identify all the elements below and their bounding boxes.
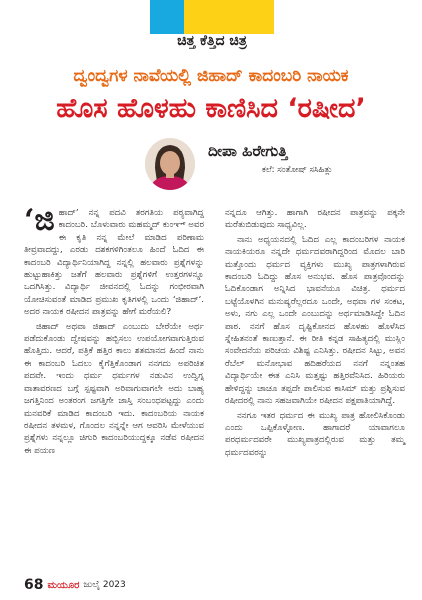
section-tab-blue-block [150, 0, 184, 34]
paragraph-1-text: ಹಾದ್’ ನನ್ನ ಪದವಿ ತರಗತಿಯ ಪಠ್ಯವಾಗಿದ್ದ ಕಾದಂಬರಿ. ಬೊಳುವಾರು ಮಹಮ್ಮದ್ ಕುಂಞ್ ಅವರ ಈ ಕೃತಿ ನನ್ನ ಮೇಲೆ ಮಾಡಿದ ಪರಿಣಾಮ ತೀವ್ರವಾದದ್ದು, ಎರಡು ದಶಕಗಳಿಗಿಂತಲೂ ಹಿಂದೆ ಓದಿದ ಈ ಕಾದಂಬರಿ ವಿದ್ಯಾರ್ಥಿನಿಯಾಗಿದ್ದ ನನ್ನಲ್ಲಿ ಹಲವಾರು ಪ್ರಶ್ನೆಗಳನ್ನು ಹುಟ್ಟುಹಾಕಿತ್ತು ಜತೆಗೆ ಹಲವಾರು ಪ್ರಶ್ನೆಗಳಿಗೆ ಉತ್ತರಗಳನ್ನೂ ಒದಗಿಸಿತ್ತು. ವಿದ್ಯಾರ್ಥಿ ಜೀವನದಲ್ಲಿ ಓದನ್ನು ಗಂಭೀರವಾಗಿ ಯೋಚಿಸುವಂತೆ ಮಾಡಿದ ಪ್ರಮುಖ ಕೃತಿಗಳಲ್ಲಿ ಒಂದು ‘ಜಿಹಾದ್’. ಅದರ ನಾಯಕ ರಷೀದನ ಪಾತ್ರವನ್ನು ಹೇಗೆ ಮರೆಯಲಿ? [24, 208, 205, 318]
paragraph-2: ಜಿಹಾದ್ ಅಥವಾ ಜಿಹಾದ್ ಎಂಬುದು ಬೇರೆಯೇ ಅರ್ಥ ಪಡೆದುಕೊಂಡು ದ್ವೇಷವನ್ನು ಹಬ್ಬಿಸಲು ಉಪಯೋಗವಾಗುತ್ತಿರುವ ಹೊತ್ತಿದು. ಆದರೆ, ಪತ್ರಿಕೆ ಹತ್ತಿರ ಕಾಲು ಶತಮಾನದ ಹಿಂದೆ ನಾನು ಈ ಕಾದಂಬರಿ ಓದಲು ಕೈಗೆತ್ತಿಕೊಂಡಾಗ ನನಗದು ಅಪರಿಚಿತ ಪದವೇ. ಇಂದು ಧರ್ಮ ಧರ್ಮಗಳ ನಡುವಿನ ಉದ್ವಿಗ್ನ ವಾತಾವರಣದ ಬಗ್ಗೆ ಸ್ಪಷ್ಟವಾಗಿ ಅರಿವಾಗುವಾಗಲೇ ಅದು ಬಾಹ್ಯ ಜಗತ್ತಿನಿಂದ ಅಂತರಂಗ ಜಗತ್ತಿಗೇ ಜಾಸ್ತಿ ಸಂಬಂಧಪಟ್ಟದ್ದು ಎಂದು ಮನವರಿಕೆ ಮಾಡಿದ ಕಾದಂಬರಿ ಇದು. ಕಾದಂಬರಿಯ ನಾಯಕ ರಷೀದನ ತಳಮಳ, ಗೊಂದಲ ನನ್ನನ್ನೇ ಆಗ ಆವರಿಸಿ ಮೇಳೆಯುವ ಪ್ರಶ್ನೆಗಳು ನನ್ನಲ್ಲೂ ಚಿಗುರಿ ಕಾದಂಬರಿಯುದ್ದಕ್ಕೂ ನಡೆವ ರಷೀದನ ಈ ಪಯಣ [24, 321, 204, 456]
issue-date: ಜುಲೈ 2023 [83, 580, 126, 590]
article-subtitle: ದ್ವಂದ್ವಗಳ ನಾವೆಯಲ್ಲಿ ಜಿಹಾದ್ ಕಾದಂಬರಿ ನಾಯಕ [73, 66, 349, 86]
section-tab-yellow-block [184, 0, 274, 34]
paragraph-4: ನಾನು ಅಧ್ಯಯನದಲ್ಲಿ ಓದಿದ ಎಲ್ಲ ಕಾದಂಬರಿಗಳ ನಾಯಕ ನಾಯಕಿಯರೂ ನನ್ನದೇ ಧರ್ಮದವರಾಗಿದ್ದರಿಂದ ಮೊದಲ ಬಾರಿ ಮತ್ತೊಂದು ಧರ್ಮದ ವ್ಯಕ್ತಿಗಳು ಮುಖ್ಯ ಪಾತ್ರಗಳಾಗಿರುವ ಕಾದಂಬರಿ ಓದಿದ್ದು ಹೊಸ ಅನುಭವ. ಹೊಸ ಪಾತ್ರವೊಂದನ್ನು ಓದಿಕೊಂಡಾಗ ಅನ್ನಿಸಿದ ಭಾವನೆಯೂ ವಿಚಿತ್ರ. ಧರ್ಮದ ಬಟ್ಟೆಯೊಳಗಿನ ಮನುಷ್ಯರೆಲ್ಲರದೂ ಒಂದೇ, ಅಥವಾ ಗಳ ಸಂಕಟ, ಅಳು, ನಗು ಎಲ್ಲ ಒಂದೇ ಎಂಬುದನ್ನು ಅರ್ಥಮಾಡಿಸಿದ್ದೇ ಓದಿನ ಪಾಠ. ನನಗೆ ಹೊಸ ದೃಷ್ಟಿಕೋನದ ಹೊಳಹು ಹೊಳೆಸಿದ ಸ್ನೇಹಿತನಂತೆ ಕಾಣುತ್ತಾನೆ. ಈ ರೀತಿ ಕನ್ನಡ ಸಾಹಿತ್ಯದಲ್ಲಿ ಮುಸ್ಲಿಂ ಸಂವೇದನೆಯ ಪರಿಚಯ ವಿಶಿಷ್ಟ ಎನಿಸಿತ್ತು. ರಷೀದನ ಸಿಟ್ಟು, ಅವನ ರೆಬೆಲ್ ಮನೋಭಾವ ಹದಿಹರೆಯದ ನನಗೆ ನನ್ನಂತಹ ವಿದ್ಯಾರ್ಥಿಯೇ ಈತ ಎನಿಸಿ ಮತ್ತಷ್ಟು ಹತ್ತಿರವೆನಿಸಿದ. ಹಿರಿಯರು ಹೇಳಿದ್ದನ್ನು ಚಾಚೂ ತಪ್ಪದೇ ಪಾಲಿಸುವ ಕಾಸಿಮ್ ಮತ್ತು ಪ್ರಶ್ನಿಸುವ ರಷೀದರಲ್ಲಿ ನಾನು ಸಹಜವಾಗಿಯೇ ರಷೀದನ ಪಕ್ಷಪಾತಿಯಾಗಿದ್ದೆ. [225, 234, 405, 407]
article-column-left [24, 203, 205, 459]
section-label: ಚಿತ್ತ ಕೆತ್ತಿದ ಚಿತ್ರ [177, 33, 247, 49]
paragraph-1 [24, 203, 205, 319]
illustration-credit: ಕಲೆ: ಸಂತೋಷ್ ಸಸಿಹಿತ್ಲು [262, 165, 333, 175]
author-name: ದೀಪಾ ಹಿರೇಗುತ್ತಿ [208, 142, 288, 160]
drop-cap: ‘ಜಿ [24, 203, 55, 238]
article-column-right [225, 207, 405, 461]
page-number: 68 [24, 577, 44, 593]
page-footer [24, 577, 126, 593]
paragraph-5: ನನಗೂ ಇತರ ಧರ್ಮದ ಈ ಮುಖ್ಯ ಪಾತ್ರ ಹೋಲಿಸಿಕೊಂಡು ಎಂದು ಒಪ್ಪಿಕೊಳ್ಳೋಣ. ಹಾಗಾದರೆ ಯಾವಾಗಲೂ ಪರಧರ್ಮದವರೇ ಮುಖ್ಯಪಾತ್ರದಲ್ಲಿರುವ ಮತ್ತು ತಮ್ಮ ಧರ್ಮದವರನ್ನು [225, 410, 405, 458]
section-tab [150, 0, 274, 58]
magazine-name: ಮಯೂರ [47, 579, 80, 591]
article-title: ಹೊಸ ಹೊಳಹು ಕಾಣಿಸಿದ ‘ರಷೀದ’ [56, 93, 366, 124]
author-portrait-icon [145, 138, 195, 190]
paragraph-3: ನನ್ನದೂ ಆಗಿತ್ತು. ಹಾಗಾಗಿ ರಷೀದನ ಪಾತ್ರವನ್ನು ಪಕ್ಕನೇ ಮರೆತುಬಿಡುವುದು ಸಾಧ್ಯವಿಲ್ಲ. [225, 208, 405, 231]
